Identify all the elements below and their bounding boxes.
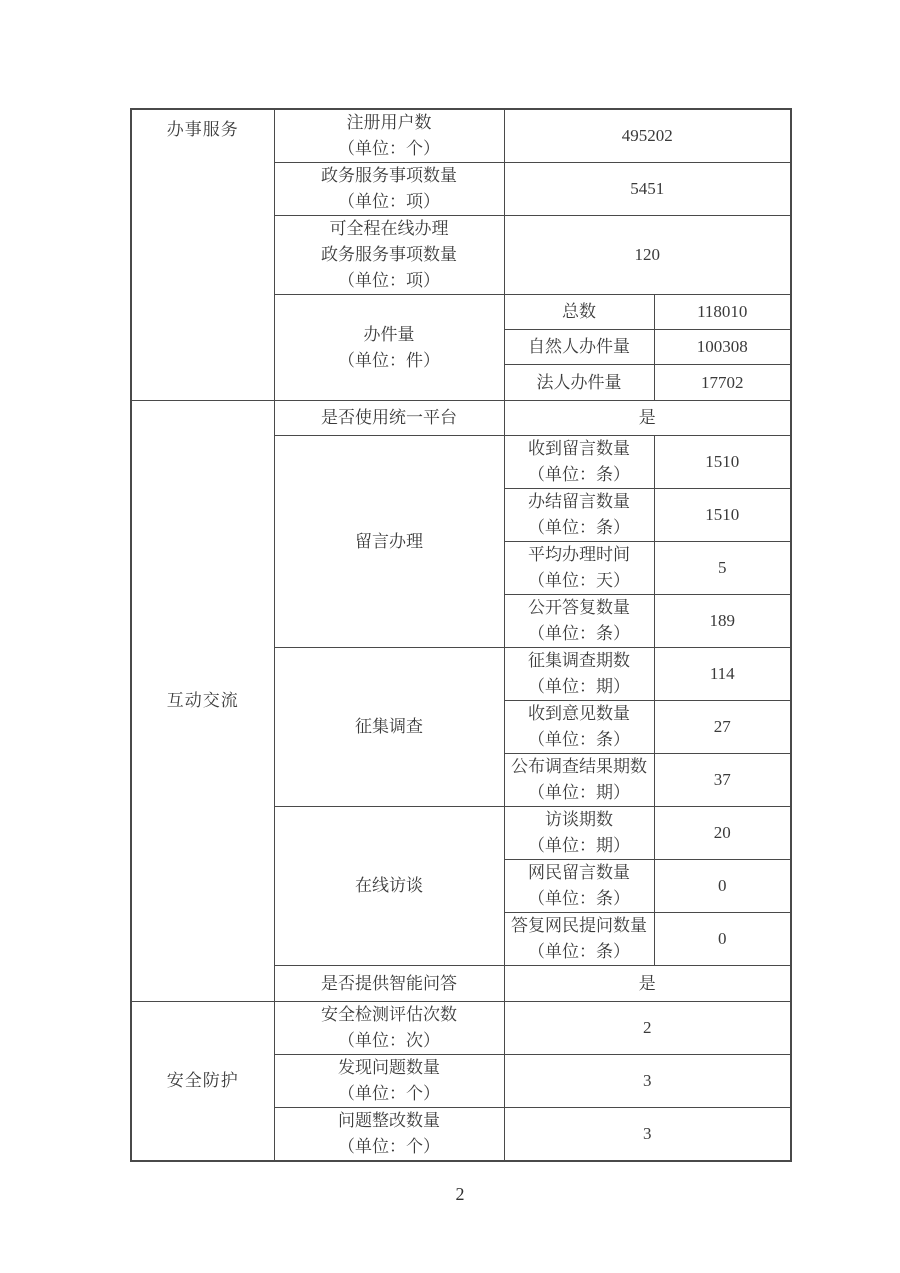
- subitem-unit: （单位：期）: [528, 677, 630, 696]
- subitem-cell: 自然人办件量: [504, 330, 654, 365]
- value-cell: 118010: [654, 295, 791, 330]
- subitem-unit: （单位：条）: [528, 624, 630, 643]
- item-unit: （单位：项）: [338, 271, 440, 290]
- subitem-cell: [504, 701, 654, 754]
- subitem-unit: （单位：条）: [528, 730, 630, 749]
- item-cell-interview: 在线访谈: [274, 807, 504, 966]
- value-cell: 5451: [504, 163, 791, 216]
- item-cell: 是否使用统一平台: [274, 401, 504, 436]
- value-cell: 495202: [504, 109, 791, 163]
- subitem-label: 收到留言数量: [528, 439, 630, 458]
- subitem-label: 网民留言数量: [528, 863, 630, 882]
- item-cell: 是否提供智能问答: [274, 966, 504, 1002]
- subitem-cell: [504, 754, 654, 807]
- item-unit: （单位：件）: [338, 350, 440, 370]
- item-cell: [274, 109, 504, 163]
- item-label: 办件量: [363, 324, 415, 344]
- item-label: 安全检测评估次数: [321, 1005, 457, 1024]
- subitem-unit: （单位：条）: [528, 465, 630, 484]
- item-unit: （单位：个）: [338, 1137, 440, 1156]
- value-cell: 27: [654, 701, 791, 754]
- item-cell-message-handling: 留言办理: [274, 436, 504, 648]
- item-cell: [274, 216, 504, 295]
- subitem-cell: [504, 542, 654, 595]
- subitem-cell: [504, 595, 654, 648]
- subitem-cell: [504, 648, 654, 701]
- annual-report-table: [130, 108, 792, 1162]
- value-cell: 是: [504, 401, 791, 436]
- subitem-cell: 总数: [504, 295, 654, 330]
- item-cell-survey: 征集调查: [274, 648, 504, 807]
- subitem-unit: （单位：期）: [528, 783, 630, 802]
- subitem-cell: [504, 489, 654, 542]
- subitem-cell: [504, 807, 654, 860]
- value-cell: 2: [504, 1002, 791, 1055]
- page-number: 2: [455, 1184, 465, 1204]
- item-cell: [274, 163, 504, 216]
- value-cell: 189: [654, 595, 791, 648]
- subitem-label: 办结留言数量: [528, 492, 630, 511]
- subitem-label: 访谈期数: [545, 810, 613, 829]
- subitem-unit: （单位：期）: [528, 836, 630, 855]
- category-label: 安全防护: [166, 1071, 239, 1090]
- item-unit: （单位：次）: [338, 1031, 440, 1050]
- item-cell: [274, 1055, 504, 1108]
- subitem-cell: [504, 860, 654, 913]
- category-cell-interaction: [131, 401, 274, 1002]
- subitem-unit: （单位：条）: [528, 518, 630, 537]
- value-cell: 1510: [654, 436, 791, 489]
- category-label: 互动交流: [166, 691, 239, 710]
- item-label: 发现问题数量: [338, 1058, 440, 1077]
- subitem-label: 公开答复数量: [528, 598, 630, 617]
- value-cell: 1510: [654, 489, 791, 542]
- value-cell: 120: [504, 216, 791, 295]
- item-unit: （单位：项）: [338, 192, 440, 211]
- item-cell: [274, 1108, 504, 1162]
- category-cell-service: [131, 109, 274, 401]
- subitem-label: 公布调查结果期数: [511, 757, 647, 776]
- value-cell: 0: [654, 860, 791, 913]
- item-label: 政务服务事项数量: [321, 166, 457, 185]
- value-cell: 37: [654, 754, 791, 807]
- table-row: [131, 109, 791, 163]
- category-cell-security: [131, 1002, 274, 1162]
- subitem-cell: [504, 436, 654, 489]
- item-unit: （单位：个）: [338, 139, 440, 158]
- subitem-label: 征集调查期数: [528, 651, 630, 670]
- item-unit: （单位：个）: [338, 1084, 440, 1103]
- subitem-unit: （单位：条）: [528, 889, 630, 908]
- subitem-label: 收到意见数量: [528, 704, 630, 723]
- item-label: 可全程在线办理: [329, 219, 449, 238]
- subitem-cell: [504, 913, 654, 966]
- value-cell: 100308: [654, 330, 791, 365]
- subitem-unit: （单位：条）: [528, 942, 630, 961]
- subitem-label: 平均办理时间: [528, 545, 630, 564]
- value-cell: 3: [504, 1055, 791, 1108]
- value-cell: 0: [654, 913, 791, 966]
- table-row: [131, 1002, 791, 1055]
- item-label: 问题整改数量: [338, 1111, 440, 1130]
- subitem-unit: （单位：天）: [528, 571, 630, 590]
- value-cell: 是: [504, 966, 791, 1002]
- value-cell: 5: [654, 542, 791, 595]
- category-label: 办事服务: [166, 120, 239, 139]
- item-label: 注册用户数: [346, 113, 432, 132]
- item-label: 政务服务事项数量: [321, 245, 457, 264]
- value-cell: 3: [504, 1108, 791, 1162]
- value-cell: 17702: [654, 365, 791, 401]
- value-cell: 20: [654, 807, 791, 860]
- subitem-label: 答复网民提问数量: [511, 916, 647, 935]
- item-cell-banjianliang: [274, 295, 504, 401]
- item-cell: [274, 1002, 504, 1055]
- table-row: [131, 401, 791, 436]
- value-cell: 114: [654, 648, 791, 701]
- subitem-cell: 法人办件量: [504, 365, 654, 401]
